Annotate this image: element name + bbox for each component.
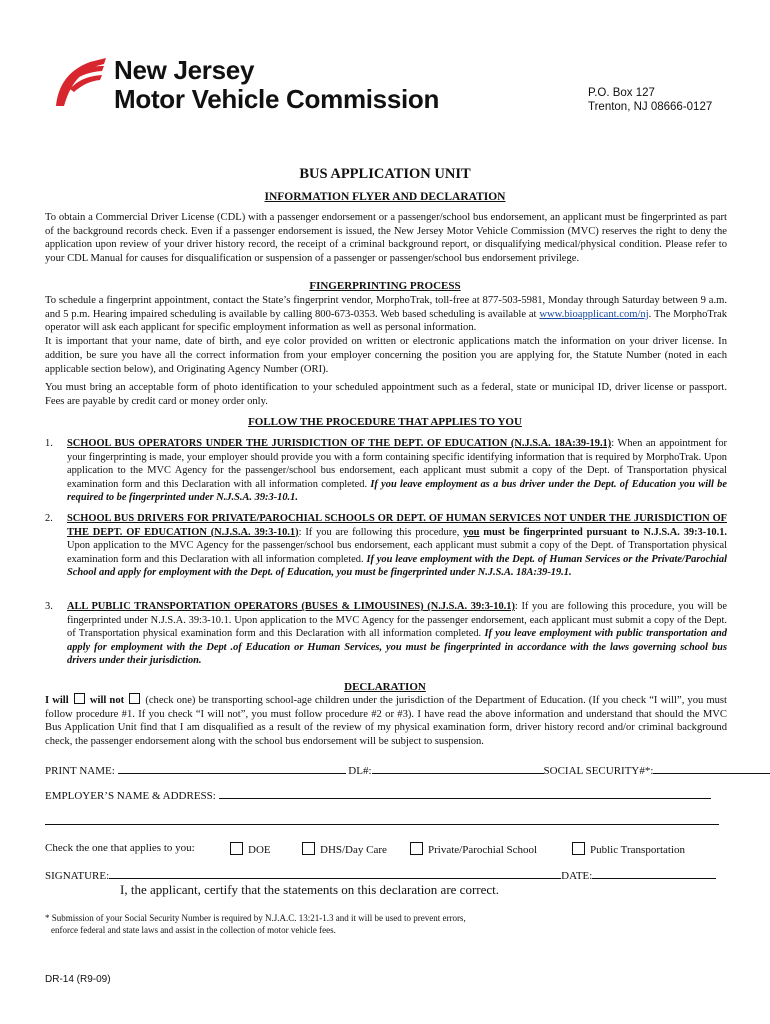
option-label: Private/Parochial School — [428, 844, 538, 856]
option-doe[interactable] — [228, 842, 271, 856]
item-number: 2. — [45, 513, 53, 524]
address-line1: P.O. Box 127 — [588, 87, 655, 99]
employer-row — [45, 788, 725, 802]
will-not-label: will not — [89, 695, 125, 706]
declaration-paragraph — [45, 693, 727, 749]
print-name-field[interactable] — [118, 763, 346, 774]
private-parochial-checkbox[interactable] — [410, 842, 423, 855]
procedure-heading: FOLLOW THE PROCEDURE THAT APPLIES TO YOU — [248, 416, 522, 428]
item-number: 3. — [45, 601, 53, 612]
declaration-text: (check one) be transporting school-age children under the jurisdiction of the Department of Education. (If you check “I will”, you must follow procedure #1. If you check “I will not”, you must follow procedure #2 or #3). I have read the above information and understand that should the MVC Bus Application Unit find that I am disqualified as a result of the review of my physical examination form, driver history record and/or criminal background check, the passenger endorsement along with the school bus endorsement will be subject to suspension. — [45, 695, 727, 748]
public-transportation-checkbox[interactable] — [572, 842, 585, 855]
i-will-checkbox[interactable] — [74, 693, 85, 704]
procedure-item-1 — [45, 437, 727, 505]
item-text: : If you are following this procedure, you will be fingerprinted under N.J.S.A. 39:3-10.1. Upon application to the MVC Agency for the passenger endorsement, each applicant must submit a copy of the Dept. of Transportation physical examination form and this Declaration with all information completed. — [67, 601, 727, 640]
applicant-info-row — [45, 763, 725, 777]
fingerprinting-paragraph-2: It is important that your name, date of birth, and eye color provided on written or electronic applications match the information on your driver license. In addition, be sure you have all the correct information from your employer concerning the position you are applying for, the Statute Number (noted in each applicable section below), and Originating Agency Number (ORI). — [45, 336, 727, 375]
dl-field[interactable] — [372, 763, 544, 774]
page-subtitle: INFORMATION FLYER AND DECLARATION — [264, 191, 506, 203]
fingerprinting-heading: FINGERPRINTING PROCESS — [309, 280, 461, 292]
signature-field[interactable] — [109, 868, 561, 879]
item-heading: SCHOOL BUS OPERATORS UNDER THE JURISDICTION OF THE DEPT. OF EDUCATION (N.J.S.A. 18A:39-19.1) — [67, 438, 612, 449]
address-line2: Trenton, NJ 08666-0127 — [588, 101, 713, 113]
intro-paragraph: To obtain a Commercial Driver License (CDL) with a passenger endorsement or a passenger/school bus endorsement, an applicant must be fingerprinted as part of the background records check. Even if a passenger endorsement is issued, the New Jersey Motor Vehicle Commission (MVC) reserves the right to deny the application upon review of your driver history record, the receipt of a criminal background report, or disqualifying medical/physical condition. Please refer to your CDL Manual for causes for disqualification or suspension of a passenger or passenger/school bus endorsement privilege. — [45, 212, 727, 265]
org-name-line1: New Jersey — [114, 55, 255, 85]
ssn-field[interactable] — [653, 763, 770, 774]
option-label: Public Transportation — [590, 844, 686, 856]
check-label: Check the one that applies to you: — [45, 842, 195, 854]
option-dhs[interactable] — [300, 842, 387, 856]
date-field[interactable] — [592, 868, 716, 879]
ssn-label: SOCIAL SECURITY#*: — [543, 765, 654, 777]
mvc-logo-icon — [50, 56, 108, 108]
declaration-heading: DECLARATION — [344, 681, 426, 693]
procedure-item-2 — [45, 512, 727, 580]
option-public-transportation[interactable] — [570, 842, 685, 856]
i-will-label: I will — [45, 695, 69, 706]
employer-field[interactable] — [219, 788, 711, 799]
page-title: BUS APPLICATION UNIT — [299, 166, 471, 182]
print-name-label: PRINT NAME: — [45, 765, 115, 777]
option-label: DHS/Day Care — [320, 844, 387, 856]
fingerprinting-text: To schedule a fingerprint appointment, contact the State’s fingerprint vendor, MorphoTrak, toll-free at 877-503-5981, Monday through Saturday between 9 a.m. and 5 p.m. Hearing impaired scheduling is available by calling 800-673-0353. Web based scheduling is available at — [45, 295, 727, 320]
item-heading: SCHOOL BUS DRIVERS FOR PRIVATE/PAROCHIAL SCHOOLS OR DEPT. OF HUMAN SERVICES NOT UNDER THE JURISDICTION OF THE DEPT. OF EDUCATION (N.J.S.A. 39:3-10.1) — [67, 513, 727, 538]
item-you: you — [463, 526, 480, 538]
option-label: DOE — [248, 844, 271, 856]
employer-label: EMPLOYER’S NAME & ADDRESS: — [45, 790, 216, 802]
ssn-footnote — [45, 912, 466, 936]
signature-row — [45, 868, 725, 882]
fingerprinting-text-after-link: . The MorphoTrak operator will ask each applicant for specific employment information as well as personal information. — [45, 308, 727, 334]
org-name-line2: Motor Vehicle Commission — [114, 84, 440, 114]
employer-field-line-2[interactable] — [45, 824, 719, 825]
signature-label: SIGNATURE: — [45, 870, 110, 882]
item-emphasis: If you leave employment with the Dept. of Human Services or the Private/Parochial School and apply for employment with the Dept. of Education, you must be fingerprinted under N.J.S.A. 18A:39-19.1. — [67, 553, 727, 579]
dl-label: DL#: — [348, 765, 372, 777]
option-private-parochial[interactable] — [408, 842, 537, 856]
item-number: 1. — [45, 438, 53, 449]
form-number: DR-14 (R9-09) — [45, 974, 111, 985]
footnote-line2: enforce federal and state laws and assist in the collection of motor vehicle fees. — [51, 925, 336, 935]
item-emphasis: If you leave employment as a bus driver under the Dept. of Education you will be required to be fingerprinted under N.J.S.A. 39:3-10.1. — [67, 478, 727, 504]
will-not-checkbox[interactable] — [129, 693, 140, 704]
mailing-address — [588, 86, 712, 114]
org-name — [114, 56, 439, 114]
date-label: DATE: — [561, 870, 593, 882]
bioapplicant-link[interactable]: www.bioapplicant.com/nj — [539, 308, 649, 320]
item-statute: must be fingerprinted pursuant to N.J.S.A. 39:3-10.1. — [479, 526, 727, 538]
item-text: : When an appointment for your fingerprinting is made, your employer should provide you with a form containing specific identifying information that is required by MorphoTrak. Upon application to the MVC Agency for the passenger/school bus endorsement, each applicant must submit a copy of the Dept. of Transportation physical examination form and this Declaration with all information completed. — [67, 438, 727, 490]
footnote-line1: * Submission of your Social Security Number is required by N.J.A.C. 13:21-1.3 and it will be used to prevent errors, — [45, 913, 466, 923]
photo-id-paragraph: You must bring an acceptable form of photo identification to your scheduled appointment such as a federal, state or municipal ID, driver license or passport. Fees are payable by credit card or money order only. — [45, 382, 727, 407]
fingerprinting-paragraph — [45, 294, 727, 376]
procedure-item-3 — [45, 600, 727, 668]
doe-checkbox[interactable] — [230, 842, 243, 855]
item-emphasis: If you leave employment with public transportation and apply for employment with the Dept .of Education or Human Services, you must be fingerprinted in accordance with the laws governing school bus drivers under their jurisdiction. — [67, 628, 727, 667]
certification-statement: I, the applicant, certify that the statements on this declaration are correct. — [120, 882, 500, 897]
dhs-checkbox[interactable] — [302, 842, 315, 855]
item-text-2: Upon application to the MVC Agency for the passenger/school bus endorsement, each applicant must submit a copy of the Dept. of Transportation physical examination form and this Declaration with all information completed. — [67, 540, 727, 565]
item-text: : If you are following this procedure, — [298, 526, 464, 538]
item-heading: ALL PUBLIC TRANSPORTATION OPERATORS (BUSES & LIMOUSINES) (N.J.S.A. 39:3-10.1) — [67, 601, 515, 612]
